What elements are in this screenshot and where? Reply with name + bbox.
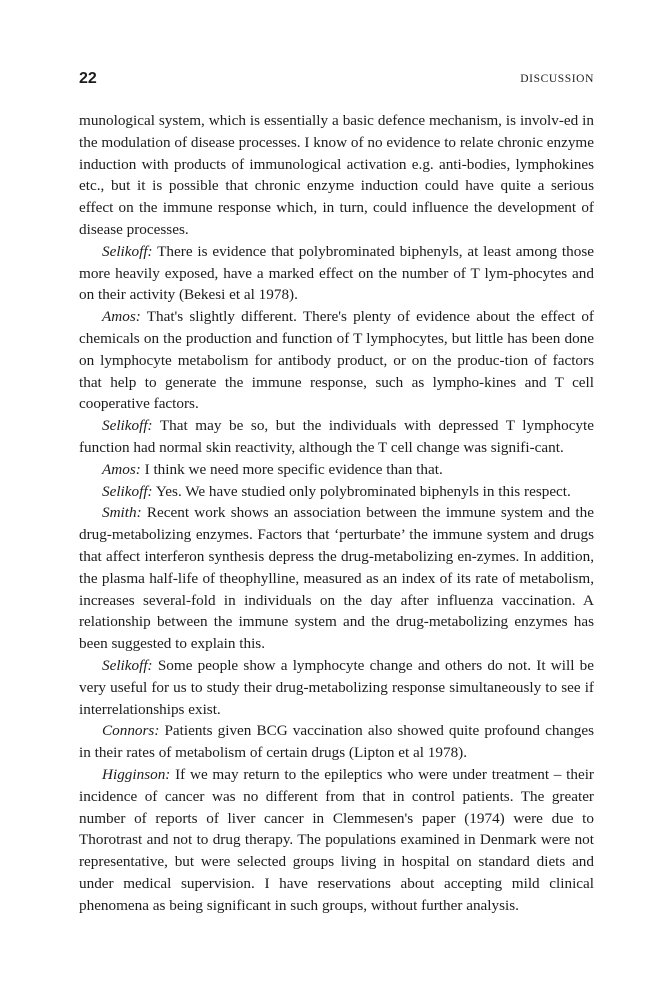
running-head: DISCUSSION — [520, 73, 594, 85]
speaker-name: Selikoff: — [102, 242, 153, 260]
paragraph — [79, 502, 594, 655]
paragraph-text: That's slightly different. There's plenty of evidence about the effect of chemicals on the production and function of T lymphocytes, but little has been done on lymphocyte metabolism for antibody product, or on the produc-tion of factors that help to generate the immune response, such as lympho-kines and T cell cooperative factors. — [79, 308, 594, 413]
speaker-name: Selikoff: — [102, 417, 153, 435]
page-number: 22 — [79, 70, 97, 87]
speaker-name: Amos: — [102, 308, 141, 326]
paragraph — [79, 415, 594, 459]
paragraph — [79, 764, 594, 917]
paragraph-text: There is evidence that polybrominated biphenyls, at least among those more heavily exposed, have a marked effect on the number of T lym-phocytes and on their activity (Bekesi et al 1978). — [79, 242, 594, 304]
paragraph-text: Recent work shows an association between the immune system and the drug-metabolizing enzymes. Factors that ‘perturbate’ the immune system and drugs that affect interferon synthesis depress the drug-metabolizing en-zymes. In addition, the plasma half-life of theophylline, measured as an index of its rate of metabolism, increases several-fold in individuals on the day after influenza vaccination. A relationship between the immune system and the drug-metabolizing enzymes has been suggested to explain this. — [79, 504, 594, 653]
paragraph-text: Patients given BCG vaccination also showed quite profound changes in their rates of metabolism of certain drugs (Lipton et al 1978). — [79, 722, 594, 762]
speaker-name: Connors: — [102, 722, 160, 740]
speaker-name: Amos: — [102, 460, 141, 478]
speaker-name: Higginson: — [102, 765, 171, 783]
paragraph — [79, 306, 594, 415]
page-header — [79, 70, 594, 94]
speaker-name: Selikoff: — [102, 656, 153, 674]
body-text — [79, 110, 594, 916]
paragraph — [79, 241, 594, 306]
paragraph-text: I think we need more specific evidence than that. — [140, 460, 443, 478]
paragraph-text: That may be so, but the individuals with depressed T lymphocyte function had normal skin reactivity, although the T cell change was signifi-cant. — [79, 417, 594, 456]
paragraph — [79, 110, 594, 241]
paragraph — [79, 481, 594, 503]
paragraph-text: Yes. We have studied only polybrominated biphenyls in this respect. — [152, 482, 571, 500]
speaker-name: Selikoff: — [102, 482, 153, 500]
paragraph-text: If we may return to the epileptics who were under treatment – their incidence of cancer was no different from that in control patients. The greater number of reports of liver cancer in Clemmesen's paper (1974) were due to Thorotrast and not to drug therapy. The populations examined in Denmark were not representative, but were selected groups living in hospital on standard diets and under medical supervision. I have reservations about accepting mild clinical phenomena as being significant in such groups, without further analysis. — [79, 765, 594, 914]
paragraph-text: munological system, which is essentially a basic defence mechanism, is involv-ed in the modulation of disease processes. I know of no evidence to relate chronic enzyme induction with products of immunological activation e.g. anti-bodies, lymphokines etc., but it is possible that chronic enzyme induction could have quite a serious effect on the immune response which, in turn, could influence the development of disease processes. — [79, 112, 594, 238]
paragraph — [79, 655, 594, 720]
paragraph-text: Some people show a lymphocyte change and others do not. It will be very useful for us to study their drug-metabolizing response simultaneously to see if interrelationships exist. — [79, 656, 594, 718]
speaker-name: Smith: — [102, 504, 142, 522]
paragraph — [79, 720, 594, 764]
paragraph — [79, 459, 594, 481]
